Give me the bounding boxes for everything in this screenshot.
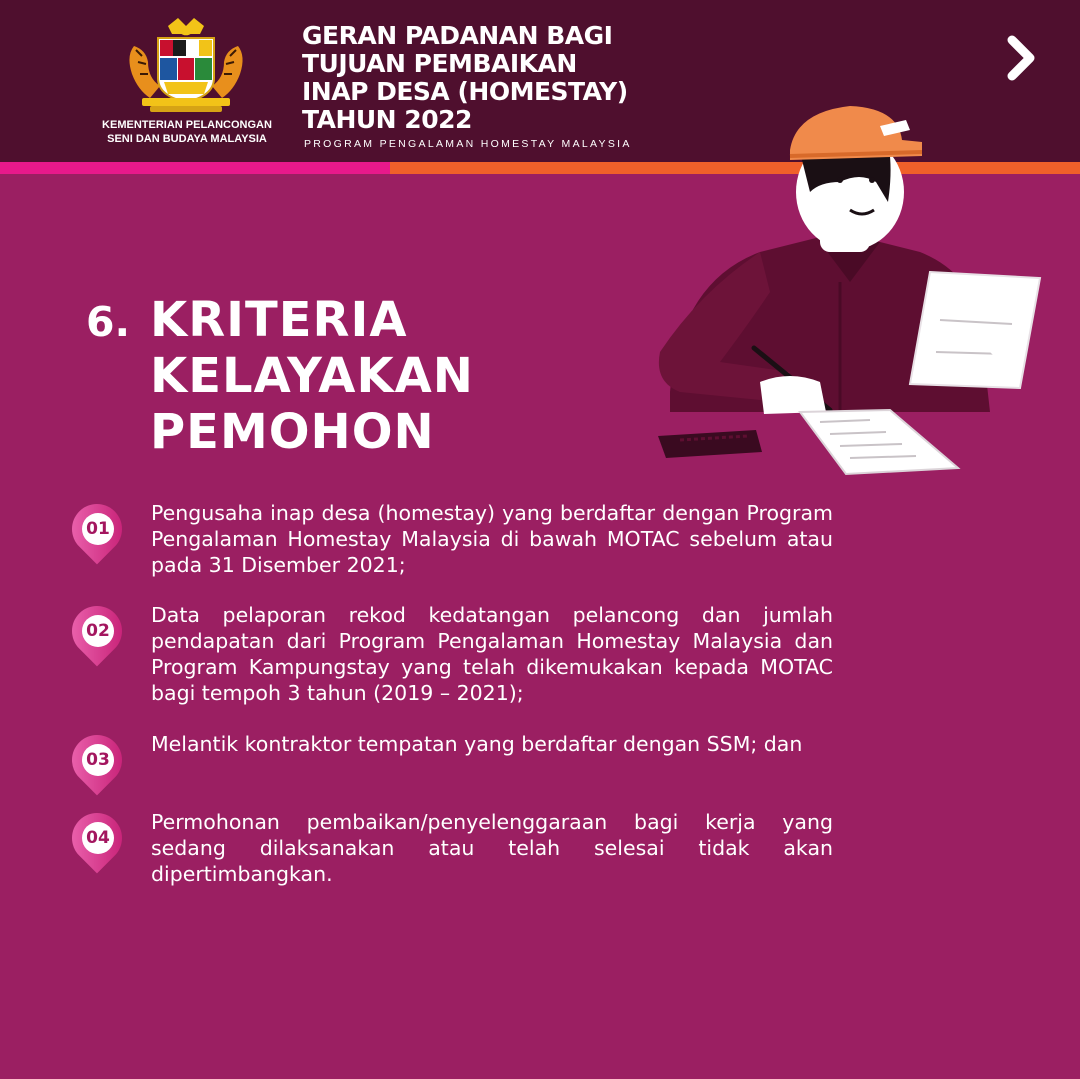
number-badge xyxy=(68,731,128,795)
ministry-line-1: KEMENTERIAN PELANCONGAN xyxy=(102,119,272,131)
header-subtitle: PROGRAM PENGALAMAN HOMESTAY MALAYSIA xyxy=(304,138,632,150)
criteria-text: Permohonan pembaikan/penyelenggaraan bagi kerja yang sedang dilaksanakan atau telah selesai tidak akan dipertimbangkan. xyxy=(151,810,833,886)
badge-number: 01 xyxy=(82,513,114,545)
section-title xyxy=(150,292,474,460)
section-title-line-2: KELAYAKAN xyxy=(150,348,474,404)
header-title-line-4: TAHUN 2022 xyxy=(302,105,472,134)
number-badge xyxy=(68,809,128,873)
ministry-line-2: SENI DAN BUDAYA MALAYSIA xyxy=(107,133,267,145)
number-badge xyxy=(68,500,128,564)
ministry-name xyxy=(92,118,282,146)
criteria-text: Pengusaha inap desa (homestay) yang berdaftar dengan Program Pengalaman Homestay Malaysia di bawah MOTAC sebelum atau pada 31 Disember 2021; xyxy=(151,501,833,577)
badge-number: 04 xyxy=(82,822,114,854)
criteria-text: Data pelaporan rekod kedatangan pelancong dan jumlah pendapatan dari Program Pengalaman Homestay Malaysia dan Program Kampungstay yang telah dikemukakan kepada MOTAC bagi tempoh 3 tahun (2019 – 2021); xyxy=(151,603,833,705)
section-title-line-3: PEMOHON xyxy=(150,404,435,460)
criteria-text: Melantik kontraktor tempatan yang berdaftar dengan SSM; dan xyxy=(151,732,803,756)
section-title-line-1: KRITERIA xyxy=(150,292,408,348)
header-title-line-2: TUJUAN PEMBAIKAN xyxy=(302,49,577,78)
divider-stripe-pink xyxy=(0,162,390,174)
chevron-right-icon[interactable] xyxy=(996,32,1048,84)
section-number: 6. xyxy=(86,298,131,346)
engineer-illustration xyxy=(640,92,1060,492)
header-title-line-1: GERAN PADANAN BAGI xyxy=(302,21,613,50)
badge-number: 03 xyxy=(82,744,114,776)
coat-of-arms-icon xyxy=(120,16,252,114)
header-title xyxy=(302,22,628,134)
badge-number: 02 xyxy=(82,615,114,647)
number-badge xyxy=(68,602,128,666)
header-title-line-3: INAP DESA (HOMESTAY) xyxy=(302,77,628,106)
